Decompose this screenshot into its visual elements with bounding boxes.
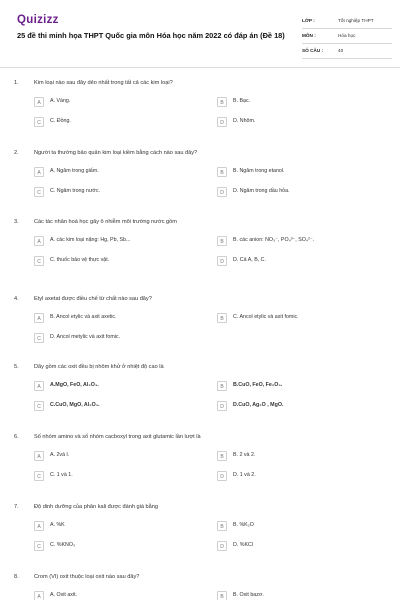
option-letter-box: C [34,256,44,266]
question-5 [0,364,400,424]
option-letter-box: C [34,187,44,197]
option-text: D. 1 và 2. [233,472,256,478]
option-text: D. Ancol metylic và axit fomic. [50,334,121,340]
quizizz-logo[interactable]: Quizizz [17,14,59,26]
question-text: Số nhóm amino và số nhóm cacboxyl trong axit glutamic lần lượt là [34,434,201,440]
answer-option[interactable] [34,165,204,179]
answer-option[interactable] [217,165,387,179]
answer-option[interactable] [217,589,387,600]
option-text: B. Oxit bazơ. [233,592,264,598]
answer-option[interactable] [34,254,204,268]
question-2 [0,150,400,210]
question-text: Dãy gồm các oxit đều bị nhôm khử ở nhiệt độ cao là [34,364,164,370]
answer-option[interactable] [217,311,387,325]
option-letter-box: A [34,236,44,246]
answer-option[interactable] [217,254,387,268]
option-text: C.CuO, MgO, Al₂O₃. [50,402,100,408]
answer-option[interactable] [217,519,387,533]
meta-value: Hóa học [338,33,356,38]
question-number: 4. [14,296,19,302]
question-6 [0,434,400,494]
option-letter-box: A [34,381,44,391]
question-text: Etyl axetat được điều chế từ chất nào sau đây? [34,296,152,302]
option-letter-box: A [34,591,44,600]
option-text: A. Oxit axit. [50,592,78,598]
meta-value: Tốt nghiệp THPT [338,18,374,23]
question-8 [0,574,400,600]
question-number: 7. [14,504,19,510]
option-text: A. các kim loại nặng: Hg, Pb, Sb... [50,237,131,243]
meta-value: 40 [338,48,344,53]
option-text: A. Ngâm trong giấm. [50,168,99,174]
option-letter-box: B [217,521,227,531]
question-7 [0,504,400,564]
option-letter-box: B [217,313,227,323]
option-text: B. Ngâm trong etanol. [233,168,285,174]
option-letter-box: D [217,471,227,481]
option-letter-box: B [217,381,227,391]
option-letter-box: B [217,167,227,177]
option-letter-box: B [217,97,227,107]
option-letter-box: B [217,451,227,461]
answer-option[interactable] [217,449,387,463]
option-text: B. các anion: NO₃⁻, PO₄³⁻, SO₄²⁻. [233,237,315,243]
answer-option[interactable] [217,95,387,109]
question-text: Các tác nhân hoá học gây ô nhiễm môi trường nước gồm [34,219,177,225]
question-text: Crom (VI) oxit thuộc loại oxit nào sau đây? [34,574,140,580]
question-text: Kim loại nào sau đây dẻo nhất trong tất cả các kim loại? [34,80,173,86]
option-text: D. Nhôm. [233,118,256,124]
answer-option[interactable] [217,234,387,248]
answer-option[interactable] [34,449,204,463]
answer-option[interactable] [34,234,204,248]
meta-table [302,14,392,59]
option-text: D. Cả A, B, C. [233,257,266,263]
option-text: A. %K [50,522,65,528]
option-letter-box: B [217,236,227,246]
question-text: Người ta thường bảo quản kim loại kiềm bằng cách nào sau đây? [34,150,198,156]
option-text: B. %K₂O [233,522,254,528]
answer-option[interactable] [34,331,204,345]
meta-label: LỚP : [302,18,315,23]
answer-option[interactable] [34,185,204,199]
option-text: C. Ngâm trong nước. [50,188,100,194]
option-letter-box: C [34,541,44,551]
answer-option[interactable] [217,115,387,129]
option-letter-box: A [34,167,44,177]
meta-row-count [302,44,392,59]
question-number: 8. [14,574,19,580]
option-text: C. %KNO₃ [50,542,76,548]
answer-option[interactable] [34,115,204,129]
answer-option[interactable] [217,185,387,199]
question-number: 2. [14,150,19,156]
question-number: 3. [14,219,19,225]
option-text: D. Ngâm trong dầu hỏa. [233,188,290,194]
question-1 [0,80,400,140]
question-3 [0,219,400,279]
option-letter-box: C [34,471,44,481]
option-text: D.CuO, Ag₂O , MgO. [233,402,284,408]
option-letter-box: D [217,541,227,551]
header-divider [0,67,400,68]
option-letter-box: A [34,451,44,461]
option-text: A. Vàng. [50,98,71,104]
option-letter-box: C [34,117,44,127]
answer-option[interactable] [217,469,387,483]
answer-option[interactable] [34,311,204,325]
question-number: 1. [14,80,19,86]
option-text: C. 1 và 1. [50,472,73,478]
option-text: B.CuO, FeO, Fe₂O₃. [233,382,283,388]
option-letter-box: C [34,401,44,411]
meta-label: MÔN : [302,33,316,38]
meta-row-subject [302,29,392,44]
answer-option[interactable] [34,539,204,553]
option-text: D. %KCl [233,542,254,548]
answer-option[interactable] [217,539,387,553]
answer-option[interactable] [34,399,204,413]
option-letter-box: B [217,591,227,600]
question-number: 5. [14,364,19,370]
answer-option[interactable] [34,95,204,109]
question-number: 6. [14,434,19,440]
option-text: C. Ancol etylic và axit fomic. [233,314,299,320]
header [0,0,400,60]
option-letter-box: D [217,117,227,127]
option-letter-box: A [34,97,44,107]
option-text: B. Ancol etylic và axit axetic. [50,314,117,320]
answer-option[interactable] [34,519,204,533]
option-letter-box: A [34,521,44,531]
answer-option[interactable] [34,589,204,600]
option-text: B. Bạc. [233,98,251,104]
option-text: C. thuốc bảo vệ thực vật. [50,257,110,263]
answer-option[interactable] [217,379,387,393]
answer-option[interactable] [34,379,204,393]
option-letter-box: D [217,256,227,266]
question-4 [0,296,400,356]
option-letter-box: A [34,313,44,323]
option-letter-box: D [217,401,227,411]
document-title: 25 đề thi minh họa THPT Quốc gia môn Hóa học năm 2022 có đáp án (Đề 18) [17,31,285,40]
answer-option[interactable] [34,469,204,483]
question-text: Độ dinh dưỡng của phân kali được đánh giá bằng [34,504,158,510]
option-text: B. 2 và 2. [233,452,256,458]
option-letter-box: D [217,187,227,197]
option-text: C. Đồng. [50,118,71,124]
option-letter-box: C [34,333,44,343]
option-text: A.MgO, FeO, Al₂O₃. [50,382,99,388]
meta-row-grade [302,14,392,29]
answer-option[interactable] [217,399,387,413]
meta-label: SỐ CÂU : [302,48,324,53]
option-text: A. 2và l. [50,452,70,458]
